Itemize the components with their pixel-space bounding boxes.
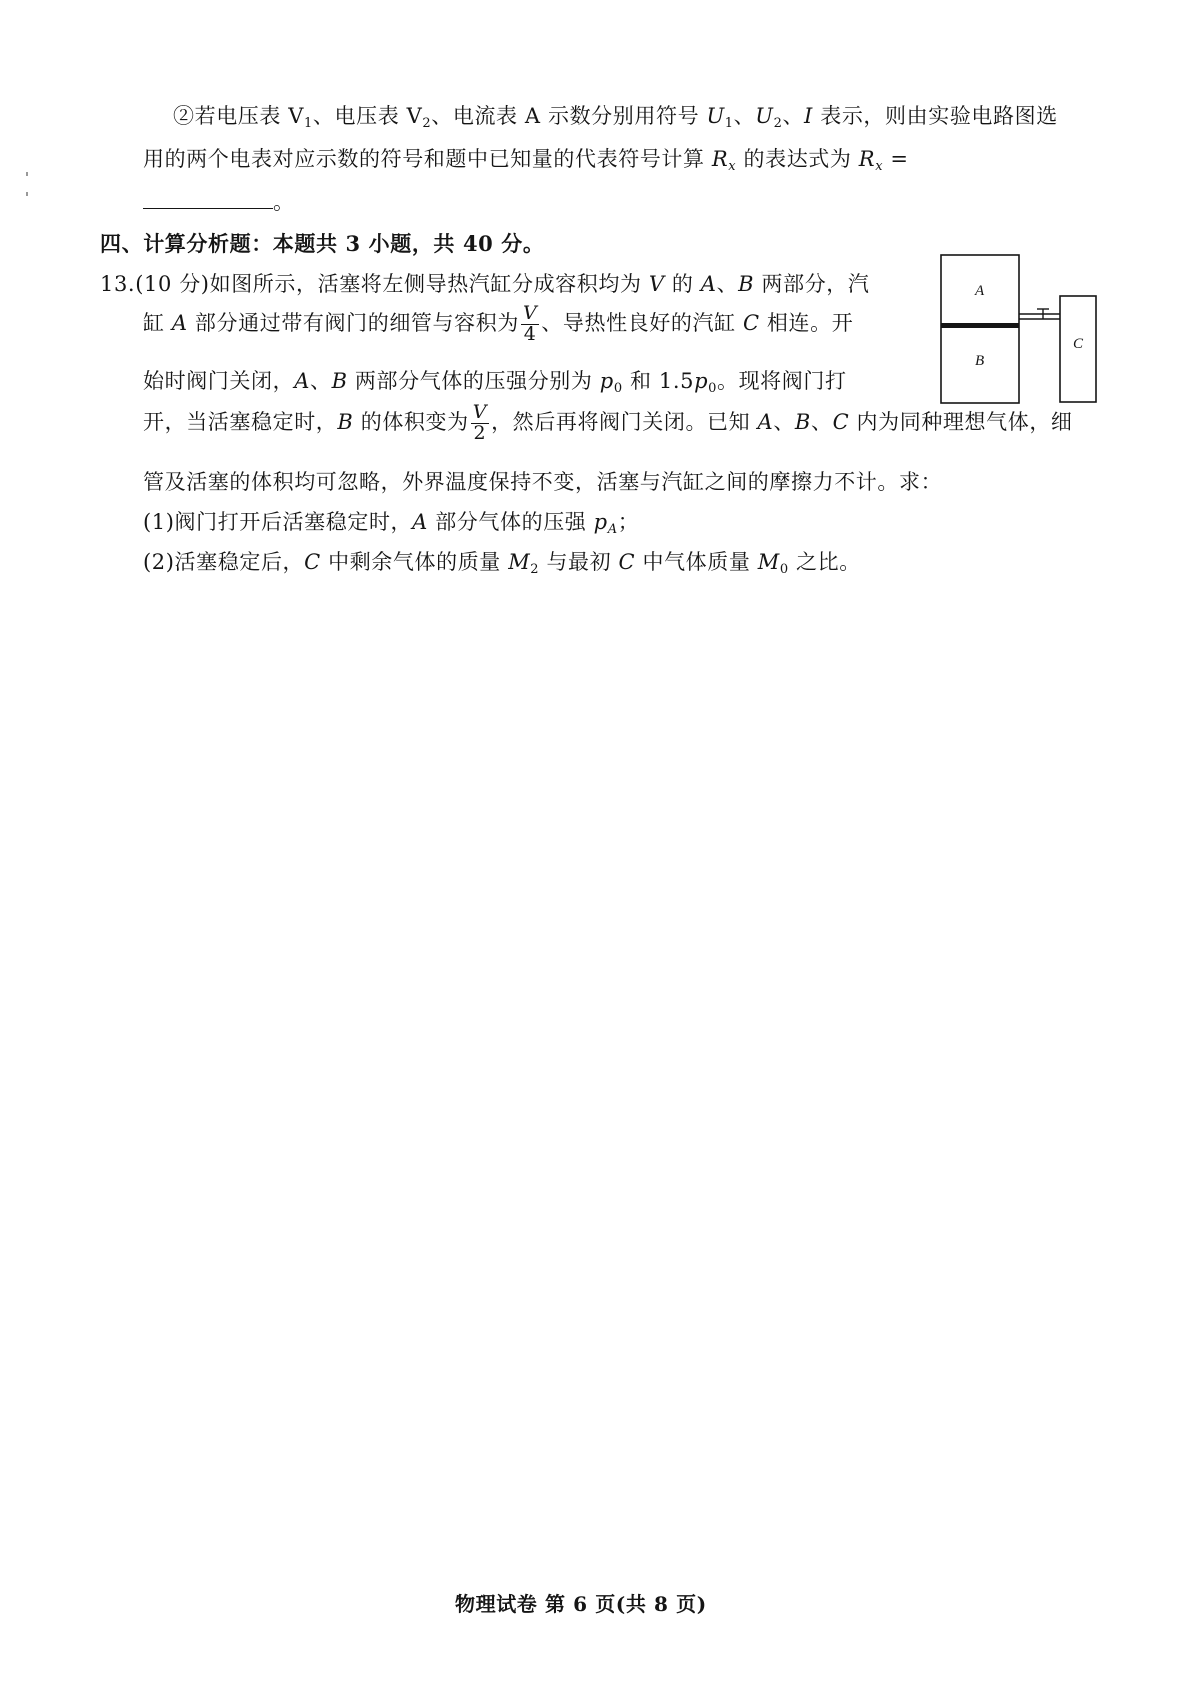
symbol: C bbox=[832, 409, 850, 434]
symbol: p bbox=[694, 369, 709, 393]
page-footer bbox=[455, 1588, 707, 1617]
symbol: M bbox=[757, 550, 780, 574]
subscript: x bbox=[728, 159, 737, 174]
subscript: 1 bbox=[304, 116, 313, 131]
text: 缸 bbox=[143, 310, 172, 335]
text: 相连。开 bbox=[759, 310, 854, 335]
symbol: U bbox=[755, 104, 774, 128]
text: ②若电压表 V bbox=[173, 104, 305, 128]
subscript: 2 bbox=[530, 562, 540, 577]
symbol: M bbox=[508, 550, 531, 574]
symbol: V bbox=[648, 272, 665, 296]
text: 、导热性良好的汽缸 bbox=[541, 310, 743, 335]
fraction-v-over-2 bbox=[471, 403, 489, 444]
symbol: B bbox=[337, 409, 354, 434]
answer-blank bbox=[143, 190, 273, 209]
text: 。 bbox=[273, 190, 295, 214]
text: 内为同种理想气体，细 bbox=[849, 409, 1073, 434]
text: 两部分气体的压强分别为 bbox=[347, 369, 600, 393]
fraction-denominator: 4 bbox=[523, 322, 537, 345]
margin-mark bbox=[26, 172, 28, 176]
text: 管及活塞的体积均可忽略，外界温度保持不变，活塞与汽缸之间的摩擦力不计。求： bbox=[143, 470, 943, 494]
symbol: A bbox=[294, 369, 310, 393]
q12-line-2 bbox=[143, 143, 909, 173]
text: 和 1.5 bbox=[622, 369, 695, 393]
symbol: A bbox=[171, 310, 188, 335]
question-points: (10 分) bbox=[135, 272, 210, 296]
text: 与最初 bbox=[539, 550, 619, 574]
q13-line-4 bbox=[143, 403, 1073, 444]
symbol: A bbox=[412, 510, 428, 534]
text: 、电压表 V bbox=[312, 104, 423, 128]
fraction-denominator: 2 bbox=[473, 421, 487, 444]
label-b: B bbox=[975, 353, 985, 369]
text: 的体积变为 bbox=[353, 409, 469, 434]
text: 中剩余气体的质量 bbox=[320, 550, 509, 574]
question-number: 13. bbox=[100, 272, 136, 296]
text: 、 bbox=[733, 104, 756, 128]
text: 部分气体的压强 bbox=[427, 510, 594, 534]
symbol: p bbox=[599, 369, 614, 393]
text: 、 bbox=[773, 409, 795, 434]
subscript: 1 bbox=[724, 116, 734, 131]
q13-subquestion-2 bbox=[143, 546, 861, 576]
text: 用的两个电表对应示数的符号和题中已知量的代表符号计算 bbox=[143, 147, 712, 171]
text: 之比。 bbox=[788, 550, 861, 574]
fraction-v-over-4 bbox=[521, 304, 539, 345]
text: 开，当活塞稳定时， bbox=[143, 409, 338, 434]
text: 中气体质量 bbox=[635, 550, 758, 574]
text: ，然后再将阀门关闭。已知 bbox=[491, 409, 758, 434]
subscript: 0 bbox=[613, 381, 623, 396]
q13-line-3 bbox=[143, 365, 847, 395]
text: 、 bbox=[782, 104, 805, 128]
symbol: I bbox=[804, 104, 813, 128]
label-a: A bbox=[975, 283, 985, 299]
subscript: A bbox=[607, 522, 618, 537]
text: 表示，则由实验电路图选 bbox=[812, 104, 1058, 128]
section-heading bbox=[100, 228, 544, 258]
subscript: 0 bbox=[708, 381, 717, 396]
subscript: 0 bbox=[779, 562, 789, 577]
text: 、电流表 A 示数分别用符号 bbox=[431, 104, 707, 128]
label-c: C bbox=[1073, 336, 1084, 352]
text: 始时阀门关闭， bbox=[143, 369, 295, 393]
q13-line-5 bbox=[143, 466, 942, 496]
subscript: x bbox=[875, 159, 884, 174]
footer-text: 物理试卷 第 6 页(共 8 页) bbox=[455, 1592, 707, 1616]
section-title: 四、计算分析题：本题共 3 小题，共 40 分。 bbox=[100, 231, 545, 256]
text: = bbox=[883, 147, 909, 171]
subscript: 2 bbox=[773, 116, 783, 131]
piston bbox=[941, 323, 1019, 328]
text: (2)活塞稳定后， bbox=[143, 550, 305, 574]
text: (1)阀门打开后活塞稳定时， bbox=[143, 510, 413, 534]
text: 。现将阀门打 bbox=[716, 369, 847, 393]
text: 部分通过带有阀门的细管与容积为 bbox=[187, 310, 519, 335]
cylinder-diagram bbox=[940, 254, 1120, 414]
symbol: C bbox=[618, 550, 636, 574]
text: 的 bbox=[664, 272, 701, 296]
left-cylinder bbox=[941, 255, 1019, 403]
text: 如图所示，活塞将左侧导热汽缸分成容积均为 bbox=[209, 272, 649, 296]
text: 、 bbox=[716, 272, 739, 296]
symbol: R bbox=[711, 147, 729, 171]
subscript: 2 bbox=[422, 116, 432, 131]
symbol: R bbox=[858, 147, 876, 171]
symbol: B bbox=[738, 272, 755, 296]
text: 的表达式为 bbox=[736, 147, 859, 171]
text: 、 bbox=[810, 409, 833, 434]
q13-line-2 bbox=[143, 304, 853, 345]
text: ； bbox=[617, 510, 640, 534]
q12-line-3 bbox=[143, 186, 295, 216]
symbol: B bbox=[794, 409, 811, 434]
fraction-numerator: V bbox=[472, 401, 488, 423]
margin-mark bbox=[26, 192, 28, 196]
symbol: U bbox=[706, 104, 725, 128]
symbol: C bbox=[742, 310, 760, 335]
symbol: C bbox=[304, 550, 321, 574]
symbol: A bbox=[757, 409, 774, 434]
q13-subquestion-1 bbox=[143, 506, 639, 536]
q12-line-1 bbox=[173, 100, 1058, 130]
symbol: p bbox=[593, 510, 608, 534]
text: 两部分，汽 bbox=[754, 272, 870, 296]
q13-line-1 bbox=[100, 268, 870, 298]
fraction-numerator: V bbox=[522, 302, 538, 324]
text: 、 bbox=[309, 369, 332, 393]
symbol: A bbox=[700, 272, 717, 296]
symbol: B bbox=[331, 369, 348, 393]
